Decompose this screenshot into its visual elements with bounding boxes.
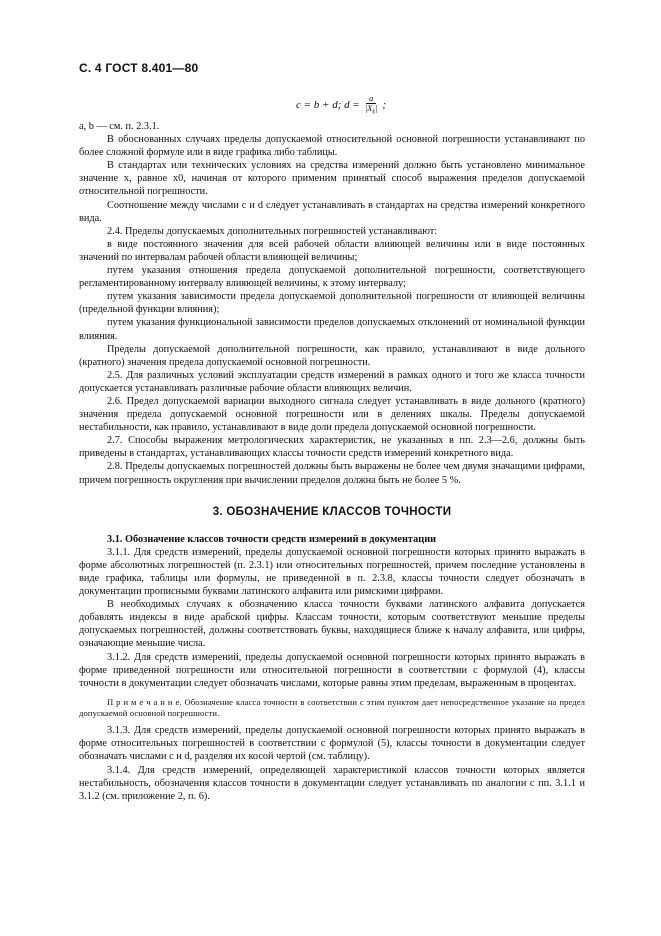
subsection-heading: 3.1. Обозначение классов точности средств измерений в документации: [107, 533, 437, 545]
paragraph: путем указания отношения предела допускаемой дополнительной погрешности, соответствующего регламентированному интервалу влияющей величины, к этому интервалу;: [79, 265, 585, 290]
note: П р и м е ч а н и е. Обозначение класса точности в соответствии с этим пунктом дает непосредственное указание на предел допускаемой основной погрешности.: [79, 696, 585, 719]
paragraph: путем указания зависимости предела допускаемой дополнительной погрешности от влияющей величины (предельной функции влияния);: [79, 291, 585, 316]
paragraph: a, b — см. п. 2.3.1.: [79, 121, 160, 132]
paragraph: 3.1.4. Для средств измерений, определяющей характеристикой классов точности которых является нестабильность, обозначения классов точности в документации следует устанавливать по аналогии с пп. 3.1.1 и 3.1.2 (см. приложение 2, п. 6).: [79, 764, 585, 802]
formula-tail: ;: [382, 99, 387, 112]
paragraph: 2.4. Пределы допускаемых дополнительных погрешностей устанавливают:: [107, 225, 438, 237]
paragraph: 2.7. Способы выражения метрологических характеристик, не указанных в пп. 2.3—2.6, должны быть приведены в стандартах, устанавливающих классы точности средств измерений конкретного вида.: [79, 435, 585, 460]
paragraph: В необходимых случаях к обозначению класса точности буквами латинского алфавита допускается добавлять индексы в виде арабской цифры. Классам точности, которым соответствуют меньшие пределы допускаемых погрешностей, должны соответствовать буквы, находящиеся ближе к началу алфавита, или цифры, означающие меньшие числа.: [79, 599, 585, 650]
paragraph: 2.5. Для различных условий эксплуатации средств измерений в рамках одного и того же класса точности допускается устанавливать различные рабочие области влияющих величин.: [79, 369, 585, 394]
paragraph: 2.8. Пределы допускаемых погрешностей должны быть выражены не более чем двумя значащими цифрами, причем погрешность округления при вычислении пределов должна быть не более 5 %.: [79, 461, 585, 486]
paragraph: 3.1.1. Для средств измерений, пределы допускаемой основной погрешности которых принято выражать в форме абсолютных погрешностей (п. 2.3.1) или относительных погрешностей, причем последние установлены в виде графика, таблицы или формулы, не приведенной в п. 2.3.8, классы точности следует обозначать в документации прописными буквами латинского алфавита или римскими цифрами.: [79, 546, 585, 598]
paragraph: Соотношение между числами c и d следует устанавливать в стандартах на средства измерений конкретного вида.: [79, 199, 585, 224]
paragraph: 3.1.2. Для средств измерений, пределы допускаемой основной погрешности которых принято выражать в форме приведенной погрешности или относительной погрешности в соответствии с формулой (4), классы точности в документации следует обозначать числами, которые равны этим пределам, выраженным в процентах.: [79, 651, 585, 689]
paragraph: В обоснованных случаях пределы допускаемой относительной основной погрешности устанавливают по более сложной формуле или в виде графика либо таблицы.: [79, 134, 585, 159]
paragraph: 2.6. Предел допускаемой вариации выходного сигнала следует устанавливать в виде дольного (кратного) значения предела допускаемой основной погрешности или в делениях шкалы. Пределы допускаемой нестабильности, как правило, устанавливают в виде доли предела допускаемой основной погрешности.: [79, 395, 585, 434]
paragraph: путем указания функциональной зависимости пределов допускаемых отклонений от номинальной функции влияния.: [79, 317, 585, 342]
paragraph: в виде постоянного значения для всей рабочей области влияющей величины или в виде постоянных значений по интервалам рабочей области влияющей величины;: [79, 238, 585, 263]
formula-numerator: a: [366, 94, 376, 104]
formula-left: c = b + d; d =: [296, 99, 360, 112]
paragraph: Пределы допускаемой дополнительной погрешности, как правило, устанавливают в виде дольного (кратного) значения предела допускаемой основной погрешности.: [79, 343, 585, 368]
formula-c-d: [296, 94, 386, 118]
paragraph: В стандартах или технических условиях на средства измерений должно быть установлено минимальное значение x, равное x0, начиная от которого применим принятый способ выражения пределов допускаемой относительной погрешности.: [79, 160, 585, 198]
paragraph: 3.1.3. Для средств измерений, пределы допускаемой основной погрешности которых принято выражать в форме относительных погрешностей в соответствии с формулой (5), классы точности в документации следует обозначать числами c и d, разделяя их косой чертой (см. таблицу).: [79, 725, 585, 763]
formula-fraction: [363, 94, 380, 118]
formula-denominator: $|X_k|$: [364, 103, 378, 116]
page-header: С. 4 ГОСТ 8.401—80: [79, 61, 199, 75]
section-title: 3. ОБОЗНАЧЕНИЕ КЛАССОВ ТОЧНОСТИ: [212, 505, 452, 518]
body-text: [79, 120, 585, 803]
